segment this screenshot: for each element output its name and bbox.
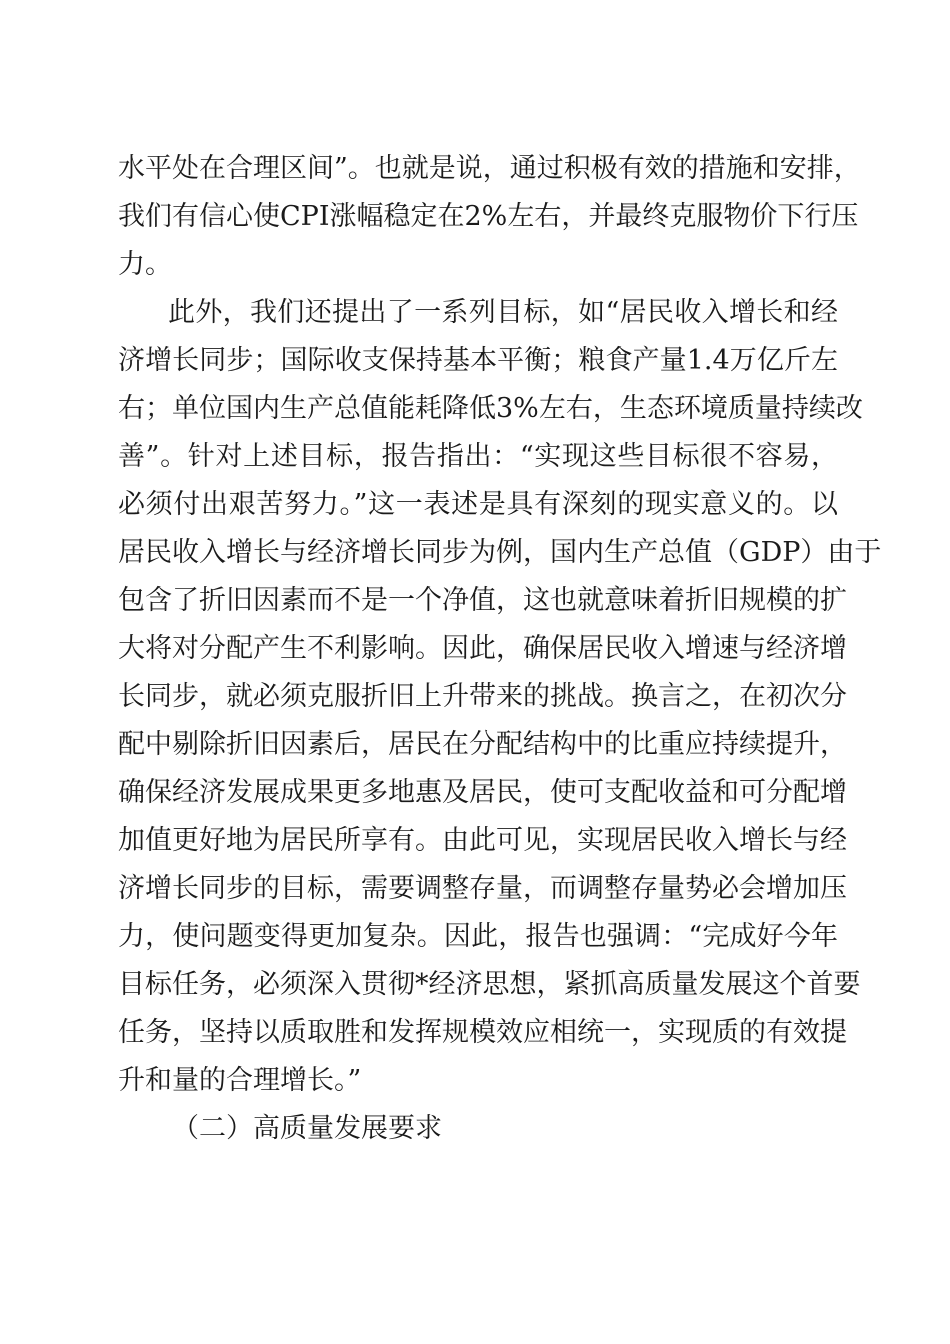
section-heading: （二）高质量发展要求: [172, 1113, 442, 1144]
paragraph-line: 济增长同步；国际收支保持基本平衡；粮食产量1.4万亿斤左: [118, 345, 838, 376]
paragraph-line: 加值更好地为居民所享有。由此可见，实现居民收入增长与经: [118, 825, 847, 856]
paragraph-line: 力。: [118, 249, 172, 280]
paragraph-line: 包含了折旧因素而不是一个净值，这也就意味着折旧规模的扩: [118, 585, 847, 616]
paragraph-line: 居民收入增长与经济增长同步为例，国内生产总值（GDP）由于: [118, 537, 882, 568]
paragraph-line: 确保经济发展成果更多地惠及居民，使可支配收益和可分配增: [118, 777, 847, 808]
paragraph-line: 善”。针对上述目标，报告指出：“实现这些目标很不容易，: [118, 441, 838, 472]
paragraph-line: 长同步，就必须克服折旧上升带来的挑战。换言之，在初次分: [118, 681, 847, 712]
paragraph-line: 济增长同步的目标，需要调整存量，而调整存量势必会增加压: [118, 873, 847, 904]
paragraph-line: 水平处在合理区间”。也就是说，通过积极有效的措施和安排，: [118, 153, 861, 184]
paragraph-line: 右；单位国内生产总值能耗降低3%左右，生态环境质量持续改: [118, 393, 863, 424]
paragraph-line: 配中剔除折旧因素后，居民在分配结构中的比重应持续提升，: [118, 729, 847, 760]
paragraph-line: 必须付出艰苦努力。”这一表述是具有深刻的现实意义的。以: [118, 489, 838, 520]
paragraph-line: 我们有信心使CPI涨幅稳定在2%左右，并最终克服物价下行压: [118, 201, 859, 232]
paragraph-line: 目标任务，必须深入贯彻*经济思想，紧抓高质量发展这个首要: [118, 969, 861, 1000]
paragraph-line: 升和量的合理增长。”: [118, 1065, 362, 1096]
paragraph-line: 大将对分配产生不利影响。因此，确保居民收入增速与经济增: [118, 633, 847, 664]
paragraph-line: 任务，坚持以质取胜和发挥规模效应相统一，实现质的有效提: [118, 1017, 847, 1048]
paragraph-line: 此外，我们还提出了一系列目标，如“居民收入增长和经: [168, 297, 838, 328]
paragraph-line: 力，使问题变得更加复杂。因此，报告也强调：“完成好今年: [118, 921, 838, 952]
